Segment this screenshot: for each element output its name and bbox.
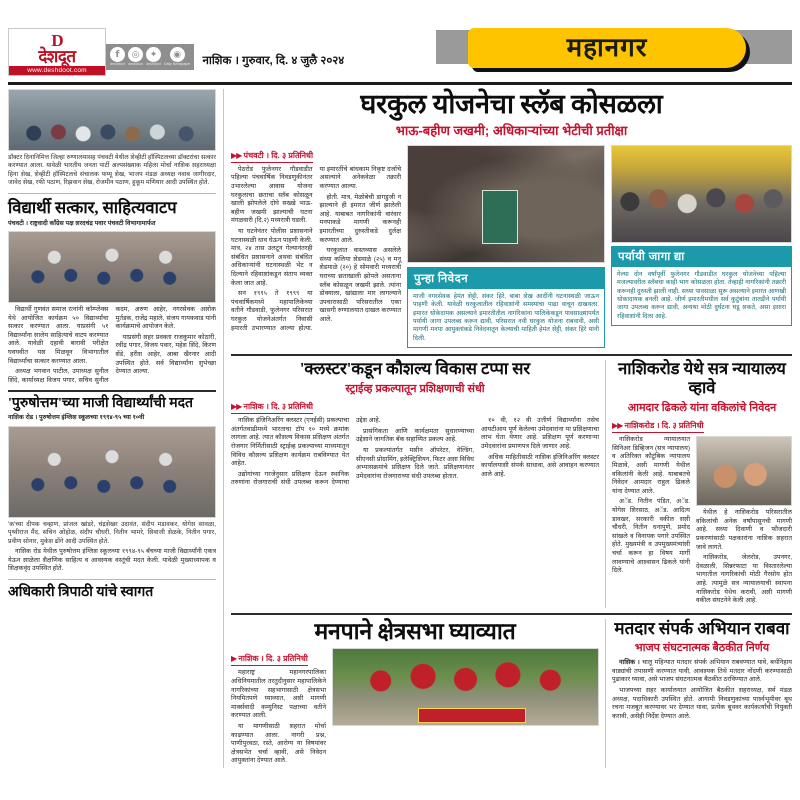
teal-note-1-title: पुन्हा निवेदन [408, 268, 604, 289]
photo-caption: 'क'च्या दीपक चव्हाण, प्रांजल खांडरे, चंद्रशेखर उदावंत, संदीप मडावकर, योगेश सावळा, पृथ्वीराज मैंद, सचिन ओहोळ, संदीप चौधरी, नितीन भामरे, शिवाजी शेळके, नितीन पगार, प्रवीण सोनार, मुकेश ढोंगे आदी उपस्थित होते. [8, 520, 216, 545]
story-dateline [612, 420, 704, 433]
story-body [8, 306, 216, 385]
column-rule [605, 360, 606, 607]
paragraph: नाशिक इंजिनिअरिंग क्लस्टर (एनईसी) प्रकल्पाचा अंतर्गतवाढीमध्ये भारताचा टॉप १० मध्ये क्रमांक लागला आहे. त्यात कौशल्य विकास प्रशिक्षण अंतर्गत रोजगार निर्मितीसाठी स्ट्राईव्ह प्रकल्पाच्या माध्यमातून विविध कौशल्य प्रशिक्षण कार्यक्रम राबविण्यात येत आहेत. [231, 417, 349, 468]
story-body-continued [696, 509, 792, 606]
story-headline: नाशिकरोड येथे सत्र न्यायालय व्हावे [618, 359, 786, 398]
lead-dateline [231, 150, 313, 163]
logo-wordmark: देशदूत [38, 47, 76, 66]
section-banner [468, 28, 746, 68]
story-bjp[interactable] [612, 619, 792, 768]
story-subhead: स्ट्राईव्ह प्रकल्पातून प्रशिक्षणाची संधी [345, 383, 485, 396]
dateline-text: नाशिक । दि. ३ प्रतिनिधी [238, 654, 308, 664]
teal-note-2 [611, 246, 792, 326]
paragraph: याप्रसंगी शहर प्रवक्ता राजकुमार कोठारी, रवींद्र पगार, विजय पवार, महेश शिंदे, किरण शेंडे, हरीश आहेर, आबा खैरनार आदी उपस्थित होते. सर्व विद्यार्थ्यांना शुभेच्छा देण्यात आल्या. [115, 333, 216, 376]
facebook-handle: deshdoot [110, 62, 125, 66]
story-students-felicitation[interactable] [8, 199, 216, 386]
court-text-left [612, 436, 690, 608]
story-alumni-help[interactable] [8, 396, 216, 574]
social-link-twitter[interactable] [146, 47, 161, 67]
paragraph: विद्यार्थी गुणवंत समाज रत्नांनी कॉम्प्लेक्स येथे आयोजित कार्यक्रम ५० विद्यार्थ्यांचा सत्कार करण्यात आला. याप्रसंगी ५१ विद्यार्थ्यांना शालेय साहित्याचे वाटप करण्यात आले. यावेळी दहावी बारावी परीक्षेत घवघवीत यश मिळवून विभागातील विद्यार्थ्यांचा सत्कार करण्यात आला. [8, 306, 109, 365]
teal-note-2-body [612, 267, 791, 325]
third-tier-row [231, 619, 792, 768]
social-link-epaper[interactable] [164, 47, 190, 67]
arrow-icon: ▶▶ [612, 421, 623, 431]
story-dateline: पंचवटी । राष्ट्रवादी कॉंग्रेस पक्ष शरदचंद्र पवार पंचवटी विभागामार्फत [8, 219, 156, 227]
paragraph: अॅड. नितीन पंडित, अॅड. योगेश शिरसाठ, अॅड. आदित्य डावखर, सरकारी वकील शशी चौधरी, नितीन धनापुणे, प्रमोद सांखले व विनायक पगारे उपस्थित होते. मुख्यमंत्री व उपमुख्यमंत्र्यांशी चर्चा करून हा विषय मार्गी लावण्याचे आश्वासन ढिकले यांनी दिले. [612, 498, 690, 575]
story-court[interactable] [612, 360, 792, 607]
story-dateline [231, 653, 308, 666]
masthead-rule [8, 82, 792, 85]
lead-subhead: भाऊ-बहीण जखमी; अधिकाऱ्यांच्या भेटीची प्रतीक्षा [395, 123, 628, 139]
story-headline: मतदार संपर्क अभियान राबवा [614, 618, 790, 638]
social-links-strip [106, 44, 194, 70]
students-felicitation-photo [8, 231, 216, 303]
paragraph: घरकुलात वास्तव्यास असलेले संध्या कलिया शेडमाळे (२५) व मनू शेडमाळे (२०) हे सोमवारी मध्यरात्री घराच्या छताखाली झोपले असताना स्लॅब कोसळून जखमी झाले. त्यांना डोक्याला, खांद्याला मार लागल्याने उपचारासाठी परिसरातील एका खासगी रुग्णालयात दाखल करण्यात आले. [319, 247, 401, 323]
lead-story[interactable] [231, 89, 792, 348]
paragraph: या प्रकल्पांतर्गत मशीन ऑपरेटर, वेल्डिंग, सीएनसी प्रोग्रामिंग, इलेक्ट्रिशियन, फिटर अशा विविध अभ्यासक्रमांचे प्रशिक्षण दिले जाते. प्रशिक्षणानंतर उमेदवारांना रोजगाराच्या संधी उपलब्ध होतात. [356, 447, 474, 480]
divider [8, 579, 216, 580]
mnpa-text [231, 648, 326, 768]
court-right-block [696, 436, 792, 608]
paragraph: नाशिकरोड, जेलरोड, उपनगर, देवळाली, सिन्नरफाटा या विस्तारलेल्या भागातील नागरिकांची मोठी गैरसोय होत आहे. त्यामुळे सत्र न्यायालयाची स्थापना नाशिकरोड येथेच करावी, अशी मागणी वकील संघटनेने केली आहे. [696, 554, 792, 605]
divider [8, 193, 216, 194]
divider [231, 354, 792, 356]
deshdoot-logo[interactable] [8, 28, 106, 76]
mla-meeting-photo [696, 436, 792, 506]
paragraph: होती. मात्र, मेळोबेची डागडुजी न झाल्याने ही इमारत जीर्ण झालेली आहे. याबाबत नागरिकांनी वारंवार मनपाकडे मागणी करूनही इमारतीच्या दुरुस्तीकडे दुर्लक्ष करण्यात आले. [319, 193, 401, 244]
logo-d-mark: D [51, 31, 63, 50]
paragraph: अध्यक्ष भगवान पाटील, उपाध्यक्ष सुनील शिंदे, कार्याध्यक्ष विजय पगार, सचिव सुनील कदम, अरुण आहेर, नगरसेवक अशोक मुर्तडक, राजेंद्र महाले, संजय गायकवाड यांनी कार्यक्रमाचे आयोजन केले. [8, 306, 216, 384]
mnpa-photo-block [332, 648, 599, 768]
dateline-text: नाशिकरोड । दि. ३ प्रतिनिधी [624, 421, 704, 431]
paragraph: सन १९९५ ते १९९९ या पंचवार्षिकमध्ये महापालिकेच्या वतीने गौडवाडी, फुलेनगर परिसरात घरकुल योजनेअंतर्गत निवासी इमारती उभारण्यात आल्या होत्या. या इमारतींचे बांधकाम निकृष्ट दर्जाचे असल्याने अनेकवेळा तक्रारी करण्यात आल्या. [231, 165, 401, 332]
story-subhead: आमदार ढिकले यांना वकिलांचे निवेदन [627, 402, 777, 415]
arrow-icon: ▶▶ [231, 402, 242, 412]
felicitation-photo [8, 89, 216, 151]
paragraph: महाराष्ट्र महानगरपालिका अधिनियमातील तरतुदीनुसार महापालिकेने नागरिकांच्या सहभागासाठी क्षेत्रसभा नियमितपणे घ्याव्यात, अशी मागणी मार्क्सवादी कम्युनिस्ट पक्षाच्या वतीने करण्यात आली. [231, 669, 326, 720]
paragraph: नाशिक रोड येथील पुरुषोत्तम इंग्लिश स्कूलच्या १९९४-९५ बॅचच्या माजी विद्यार्थ्यांनी एकत्र येऊन शाळेला शैक्षणिक साहित्य व आवश्यक वस्तूंची मदत केली. यावेळी मुख्याध्यापक व शिक्षकवृंद उपस्थित होते. [8, 548, 216, 573]
paragraph: अधिक माहितीसाठी नाशिक इंजिनिअरिंग क्लस्टर कार्यालयाशी संपर्क साधावा, असे आवाहन करण्यात आले आहे. [481, 453, 599, 478]
teal-note-1-body [408, 289, 604, 347]
paragraph: १० वी, १२ वी उत्तीर्ण विद्यार्थ्यांना तसेच आयटीआय पूर्ण केलेल्या उमेदवारांना या प्रशिक्षणाचा लाभ घेता येणार आहे. प्रशिक्षण पूर्ण करणाऱ्या उमेदवारांना प्रमाणपत्र दिले जाणार आहे. [481, 417, 599, 451]
paragraph: या घटनेनंतर पोलीस प्रशासनाने घटनास्थळी धाव घेऊन पाहणी केली. मात्र, २४ तास उलटून गेल्यानंतरही संबंधित प्रशासनाने अथवा संबंधित अधिकाऱ्यांनी घटनास्थळी भेट न दिल्याने रहिवाशांकडून संताप व्यक्त केला जात आहे. [231, 227, 313, 287]
story-body [231, 417, 599, 488]
story-headline: मनपाने क्षेत्रसभा घ्याव्यात [314, 618, 516, 644]
story-dateline: नाशिक । [619, 659, 640, 667]
story-dateline [231, 401, 313, 414]
section-banner-zone [344, 28, 792, 80]
lead-body-row [231, 145, 792, 348]
masthead [8, 28, 792, 80]
teal-note-1 [407, 267, 605, 348]
story-subhead: भाजप संघटनात्मक बैठकीत निर्णय [634, 642, 770, 655]
instagram-handle: deshdoot [128, 62, 143, 66]
lead-photo-block-1 [407, 145, 605, 348]
divider [231, 613, 792, 615]
lead-body [231, 166, 401, 333]
column-rule [223, 89, 224, 768]
story-officer-welcome-headline: अधिकारी त्रिपाठी यांचे स्वागत [8, 584, 154, 600]
mnpa-body-row [231, 648, 599, 768]
story-cluster[interactable] [231, 360, 599, 607]
facebook-icon: f [110, 47, 125, 62]
story-body [612, 659, 792, 721]
epaper-icon: ◉ [170, 47, 185, 62]
arrow-icon: ▶ [231, 654, 237, 664]
paragraph: प्रासंगिकता आणि कार्यक्षमता सुधारण्याच्या उद्देशाने जागतिक बँक सहाय्यित प्रकल्प आहे. [356, 427, 474, 444]
paragraph: पेठरोड फुलेनगर गौडवाडीत पहिल्या पंचवार्षिक निवडणुकीनंतर उभारलेल्या आवास योजना घरकुलाचा छताचा स्लॅब कोसळून खाली झोपलेले दोघे सख्खे भाऊ-बहीण जखमी झाल्याची घटना मंगळवारी (दि.२) मध्यरात्री घडली. [231, 165, 313, 225]
divider [8, 390, 216, 392]
paragraph [612, 659, 792, 685]
lead-headline: घरकुल योजनेचा स्लॅब कोसळला [360, 89, 663, 119]
lead-photo-block-2 [611, 145, 792, 348]
page-grid [8, 89, 792, 768]
teal-note-2-text: गेल्या दोन वर्षांपूर्वी फुलेनगर गौडवाडीत घरकुल योजनेच्या पहिल्या मजल्यावरील स्लॅबचा काही भाग कोसळला होता. तेव्हाही नागरिकांनी तक्रारी करूनही दुरुस्ती झाली नाही. सध्या पावसाळा सुरू असल्याने इमारत आणखी धोकादायक बनली आहे. जीर्ण इमारतीमधील सर्व कुटुंबांना तातडीने पर्यायी जागा उपलब्ध करून द्यावी, अन्यथा मोठी दुर्घटना घडू शकते, असा इशारा रहिवाशांनी दिला आहे. [617, 270, 786, 320]
paragraph: उद्योगांच्या गरजेनुसार प्रशिक्षण देऊन स्थानिक तरुणांना रोजगाराची संधी उपलब्ध करून देण्याचा उद्देश आहे. [231, 417, 381, 487]
section-banner-label: महानगर [566, 33, 648, 62]
paragraph-text: चालू महिन्यात मतदार संपर्क अभियान राबवण्यात यावे, बर्थनिहाय वाड्यांची तपासणी करण्यात यावी, आवश्यक तिथे मतदार नोंदणी करण्यासाठी पुढाकार घ्यावा, असे भाजप संघटनात्मक बैठकीत ठरविण्यात आले. [612, 659, 792, 684]
dateline-text: नाशिक । दि. ३ प्रतिनिधी [243, 402, 313, 412]
teal-note-2-title: पर्यायी जागा द्या [612, 246, 791, 267]
paragraph: या मागणीसाठी शहरात मोर्चा काढण्यात आला. नागरी प्रश्न, पाणीपुरवठा, रस्ते, आरोग्य या विषयांवर क्षेत्रसभेत चर्चा व्हावी, असे निवेदन आयुक्तांना देण्यात आले. [231, 723, 326, 765]
second-tier-row [231, 360, 792, 607]
residents-crowd-photo [611, 145, 792, 243]
twitter-handle: deshdoot [146, 62, 161, 66]
lead-text-block [231, 145, 401, 348]
column-rule [605, 619, 606, 768]
dateline-text: पंचवटी । दि. ३ प्रतिनिधी [243, 150, 314, 160]
story-mnpa[interactable] [231, 619, 599, 768]
edition-place-date: नाशिक । गुरुवार, दि. ४ जुलै २०२४ [202, 55, 345, 67]
paragraph: भाजपच्या शहर कार्यालयात आयोजित बैठकीत शहराध्यक्ष, सर्व मंडळ अध्यक्ष, पदाधिकारी उपस्थित होते. आगामी निवडणुकांच्या पार्श्वभूमीवर बूथ रचना मजबूत करण्यावर भर देण्यात यावा, प्रत्येक बूथवर कार्यकर्त्यांची नियुक्ती करावी, असेही निर्देश देण्यात आले. [612, 687, 792, 720]
story-headline: 'क्लस्टर'कडून कौशल्य विकास टप्पा सर [299, 359, 531, 379]
instagram-icon: ◎ [128, 47, 143, 62]
story-headline: 'पुरुषोत्तम'च्या माजी विद्यार्थ्यांची मदत [8, 396, 193, 412]
story-body [231, 669, 326, 766]
arrow-icon: ▶▶ [231, 150, 242, 160]
social-link-instagram[interactable] [128, 47, 143, 67]
collapsed-house-photo [407, 145, 605, 263]
social-link-facebook[interactable] [110, 47, 125, 67]
twitter-icon: ✦ [146, 47, 161, 62]
story-headline: विद्यार्थी सत्कार, साहित्यवाटप [8, 197, 177, 217]
court-body-row [612, 436, 792, 608]
paragraph: येथील हे नाशिकरोड परिसरातील वकिलांची अनेक वर्षांपासूनची मागणी आहे. सध्या दिवाणी व फौजदारी प्रकरणांसाठी पक्षकारांना नाशिक शहरात जावे लागते. [696, 509, 792, 551]
logo-website-url[interactable]: www.deshdoot.com [9, 66, 105, 75]
epaper-label: Daily Newspaper [164, 62, 191, 66]
paragraph: नाशिकरोड न्यायालयात सिनिअर डिव्हिजन (सत्र न्यायालय) व अतिरिक्त कौटुंबिक न्यायालय मिळावे, अशी मागणी येथील वकिलांनी केली आहे. याबाबतचे निवेदन आमदार राहुल ढिकले यांना देण्यात आले. [612, 436, 690, 495]
protest-rally-photo [332, 648, 599, 726]
story-body [8, 548, 216, 574]
story-body [612, 436, 690, 576]
school-group-photo [8, 426, 216, 518]
left-column [8, 89, 216, 768]
felicitation-caption: डॉक्टर दिनानिमित्त जिल्हा रुग्णालयासह पंचवटी येथील शेव्हीटी हॉस्पिटलच्या डॉक्टरांचा सत्कार करण्यात आला. यावेळी भारतीय जनता पार्टी अल्पसंख्याक महिला मोर्चा नाशिक शहराध्यक्षा हिना शेख, शेव्हीटी हॉस्पिटलचे संचालक फय्यू शेख, भाजप मंडळ अध्यक्ष नवाब जागीरदार, जावेद शेख, रफी पठाण, रिझवान शेख, रोजमीन पठाण, हुकूम मणियार आदी उपस्थित होते. [8, 154, 216, 187]
story-dateline: नाशिक रोड । पुरुषोत्तम इंग्लिश स्कूलच्या १९९४-९५ च्या १०वी [8, 414, 145, 422]
main-column [231, 89, 792, 768]
teal-note-1-text: माजी नगरसेवक हेमंत शेट्टी, शंकर हिरे, बाबा शेख आदींनी घटनास्थळी जाऊन पाहणी केली. यावेळी घरकुलातील रहिवाशांनी समस्यांचा पाढा वाचून दाखवला. इमारत धोकेदायक असल्याने इमारतीतील नागरिकांना पालिकेकडून पावसाळ्यापर्यंत पर्यायी जागा उपलब्ध करून द्यावी, परिसरात नवी घरकुल योजना राबवावी, अशी मागणी मनपा आयुक्तांकडे निवेदनातून केल्याची माहिती हेमंत शेट्टी, शंकर हिरे यांनी दिली. [413, 292, 599, 342]
